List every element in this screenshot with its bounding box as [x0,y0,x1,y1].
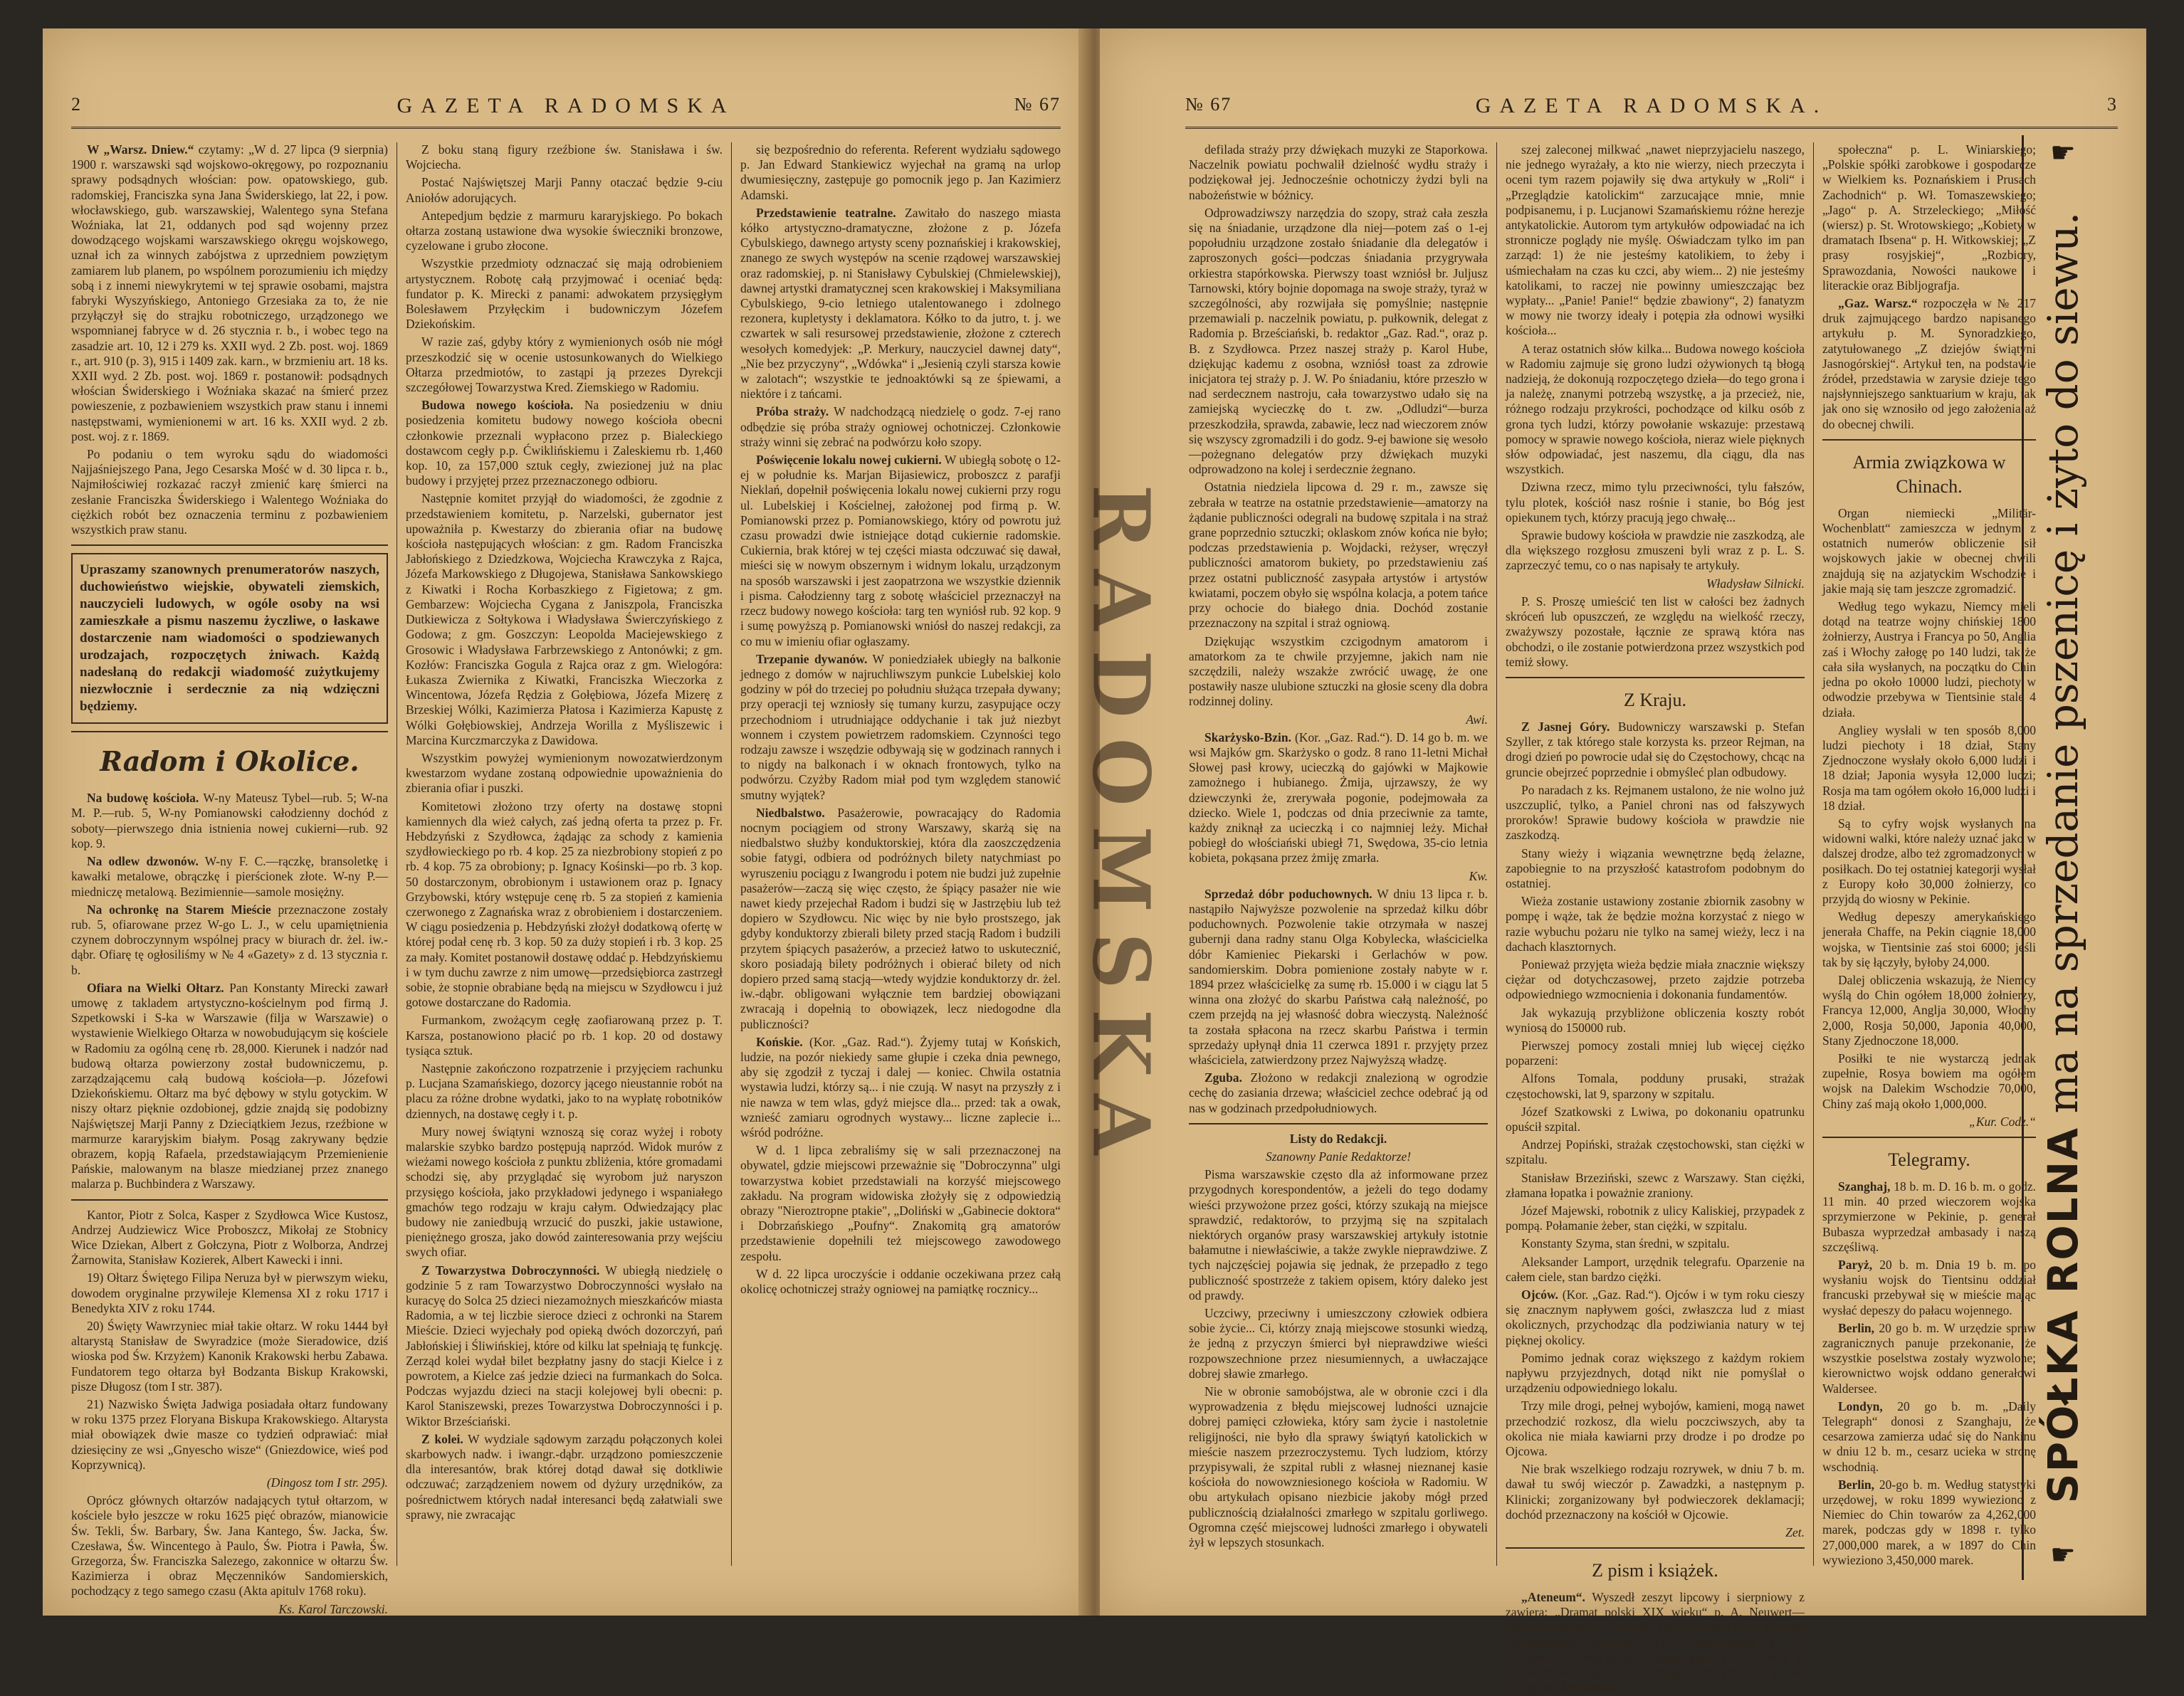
article-text: Wieża zostanie ustawiony zostanie zbiornik zasobny w pompę i wąże, tak że będzie można korzystać z niego w razie wybuchu pożaru nie tylko na samej wieży, lecz i na dachach klasztornych. [1506,894,1805,954]
article-text: Pasażerowie, powracający do Radomia nocnym pociągiem od strony Warszawy, skarżą się na niedbalstwo służby konduktorskiej, która dla zaoszczędzenia sobie fatygi, odbiera od podróżnych bilety natychmiast po wyruszeniu pociągu z Iwangrodu i potem nie budzi już zupełnie pasażerów—zaczą się więc często, że śpiący pasażer nie wie nawet kiedy przejechał Radom i budzi się w Jastrzębiu lub też dopiero w Szydłowcu. Nic więc by nie było prostszego, jak gdyby konduktorzy zbierali bilety przed stacją Radom i budzili przytem śpiących pasażerów, a przecież łatwo to uskutecznić, skoro posiadają bilety podróżnych i obierać bilety od nich dopiero przed samą stacją—wtedy wyjdzie konduktorzy dr. żel. iw.-dąbr. obligowani wyłącznie tem bardziej obowiązani zwracają i dopełnią to obowiązek, lecz niedogodne dla publiczności? [740,805,1061,1031]
telegram-text: 20 go b. m. W urzędzie spraw zagranicznych panuje przekonanie, że wszystkie poselstwa zostały wyzwolone; kierownictwo wojsk oddano generałowi Waldersee. [1822,1320,2036,1396]
article-head: Listy do Redakcji. [1289,1131,1387,1146]
column-divider [731,142,732,1566]
telegram-text: 20-go b. m. Według statystyki urzędowej, w roku 1899 wywieziono z Niemiec do Chin towarów za 4,262,000 marek, podczas gdy w 1898 r. tylko 27,000,000 marek, a w 1897 do Chin wywieziono 3,450,000 marek. [1822,1477,2036,1567]
left-column-1 [71,142,389,1616]
article-text: P. S. Proszę umieścić ten list w całości bez żadnych skróceń lub opuszczeń, ze względu na wielkość rzeczy, zważywszy pozostałe, łącznie ze sprawą która nas obchodzi, o ile zostanie potwierdzona przez wszystkich pod temiż słowy. [1506,594,1805,669]
article-head: „Gaz. Warsz.“ [1838,296,1918,311]
article-text: Są to cyfry wojsk wysłanych na widowni walki, które należy uznać jako w dalszej drodze, albo też zgromadzonych w posiłkach. Do tej ostatniej kategorji wysłał z Europy koło 30,000 żołnierzy, co przyjdą do wiosny w Pekinie. [1822,816,2036,906]
article-head: Na odlew dzwonów. [87,854,199,869]
newspaper-title: GAZETA RADOMSKA. [1475,94,1828,117]
column-divider [1496,142,1497,1566]
signature: Awi. [1466,712,1488,727]
article-text: Uczciwy, przeciwny i umieszczony człowiek odbiera sobie życie... Ci, którzy znają miejscowe stosunki wiedzą, że jedną z przyczyn śmierci był nieprawdziwe wieści rozpowszechnione przez niesumiennych, a uwłaczające dobrej sławie zmarłego. [1189,1306,1488,1381]
article-text: Z boku staną figury rzeźbione św. Stanisława i św. Wojciecha. [406,142,723,172]
article-head: Trzepanie dywanów. [756,651,868,666]
notice-box: Upraszamy szanownych prenumeratorów naszych, duchowieństwo wiejskie, obywateli ziemskich, nauczycieli ludowych, w ogóle osoby na wsi zamieszkałe a pismu naszemu życzliwe, o łaskawe dostarczenie nam wiadomości o spodziewanych urodzajach, rozpoczętych żniwach. Każdą nadesłaną do redakcji wiadomość zużytkujemy niezwłocznie i serdecznie za nią wdzięczni będziemy. [71,553,388,724]
article-text: Według depeszy amerykańskiego jenerała Chaffe, na Pekin ciągnie 18,000 wojska, w Tientsinie zaś stoi 6000; jeśli tak by się łączyły, byłoby 24,000. [1822,910,2036,969]
article-head: Próba straży. [756,404,829,419]
article-text: Odprowadziwszy narzędzia do szopy, straż cała zeszła się na śniadanie, urządzone dla niej—potem zaś o 1-ej popołudniu urządzone zostało śniadanie dla delegatów i zaproszonych gości—podczas śniadania przygrywała orkiestra stapórkowska. Pierwszy toast wzniósł br. Juljusz Tarnowski, który bojnie dopomaga na swoje straży, tyraż w szczególności, aby rozwijała się pomyślnie; następnie przemawiali p. naczelnik powiatu, p. pułkownik, delegat z Radomia p. Brześciański, b. redaktor „Gaz. Rad.“, oraz p. B. z Szydłowca. Przez naszej straży p. Karol Hube, dziękując kademu z osobna, wzniósł toast za zdrowie inicjatora tej straży p. J. W. Po śniadaniu, które przeszło w nad serdecznem nastroju, cała towarzystwo udało się na zamiejską wycieczkę do t. zw. „Odludzi“—burza przeszkodziła, sprawda, zabawie, lecz nad wieczorem znów się wszyscy zgromadzili i do godz. 9-ej bawione się wesoło—pożegnano delegatów przy dźwiękach muzyki odprowadzono na kolej i serdecznie żegnano. [1189,205,1488,477]
article-text: Nie w obronie samobójstwa, ale w obronie czci i dla wyprowadzenia z błędu miejscowej ludności uznajcie dobrej pamięci człowieka, który sam życie i nastoletnie religijności, nie było dla sprawy świątyń katolickich w mieście naszem przezroczystemu. Tych ludziom, którzy przypisywali, że szpital rubli z własnej nieznanej kasie kościoła do nowowzniesionego kościoła w Radomiu. W obu artykułach opisano niezbicie jakoby mógł przed publicznością działalności zmarłego w szpitalu gorliwego. Ogromna część miejscowej ludności zmarłego i obywateli żył w lepszych stosunkach. [1189,1384,1488,1550]
article-text: Trzy mile drogi, pełnej wybojów, kamieni, mogą nawet przechodzić rozkosz, dla wielu poczciwszych, aby ta okolica nie miała kawiarni przy drodze i po drodze po Ojcowa. [1506,1399,1805,1459]
section-heading: Radom i Okolice. [100,745,359,778]
vertical-advertisement [2022,135,2102,1580]
article-text: W-ny F. C.—rączkę, bransoletkę i kawałki metalowe, obrączkę i pierścionek złote. W-ny P.—miedniczę metalową. Bezimiennie—samole mosiężny. [71,854,389,899]
section-heading: Telegramy. [1888,1149,1970,1170]
article-text: Oprócz głównych ołtarzów nadających tytuł ołtarzom, w kościele było jeszcze w roku 1625 pięć obrazów, mianowicie Św. Tekli, Św. Barbary, Św. Jana Kantego, Św. Jacka, Św. Czesława, Św. Wincentego à Paulo, Św. Piotra i Pawła, Św. Grzegorza, Św. Franciszka Salezego, zakonnice w ołtarzu Św. Kazimierza i obraz Męczenników Sandomierskich, pochodzący z tego samego czasu (Akta apitulv 1768 roku). [71,1493,388,1598]
article-text: 21) Nazwisko Święta Jadwiga posiadała ołtarz fundowany w roku 1375 przez Floryana Biskupa Krakowskiego. Altarysta miał obowiązek dwie masze co tydzień odprawiać: miał dziesięciny ze wsi „Gnyescho wisze“ (Gniezdowice, wieś pod Koprzywnicą). [71,1397,388,1472]
article-text: Wyszedł zeszyt lipcowy i sierpniowy z zawiera: „Dramat polski XIX wieku“ p. A. Neuwert—Nowaczyńskiego; „Poszedł zły“ (powieść) p. Sewera; „Współczesne przemysł“ M. Piotrowskiego, p. A. Kranshara; „Poezja polska z drugiej połowy XIX wieku“ p. K. Włostowskiego; „Z Antologii Palatyńskiej“ p. W. Klingera; „Mechanika [1506,1590,1805,1695]
column-divider [1813,142,1814,1566]
divider [1506,677,1805,678]
right-masthead [1185,91,2118,129]
telegram-text: 18 b. m. D. 16 b. m. o godz. 11 min. 40 przed wieczorem wojska sprzymierzone w Pekinie, p. generał Bubasza wyprzedzał ambasady i naszą szczęśliwą. [1822,1179,2037,1254]
pointing-hand-icon: ☛ [2050,1539,2076,1571]
divider [1506,1547,1805,1549]
article-text: Ponieważ przyjęta wieża będzie miała znacznie większy ciężar od dotychczasowej, przeto zajdzie potrzeba odpowiedniego wzmocnienia i dokonania fundamentów. [1506,957,1805,1002]
article-text: Andrzej Popiński, strażak częstochowski, stan ciężki w szpitalu. [1506,1137,1805,1167]
divider [71,731,388,732]
article-text: (Kor. „Gaz. Rad.“). Ojców i w tym roku cieszy się znacznym napływem gości, zwłaszcza lud z miast okolicznych, przychodząc dla podziwiania natury w tej pięknej okolicy. [1506,1287,1805,1347]
left-column-3 [740,142,1061,1566]
article-text: Pisma warszawskie często dla aż informowane przez przygodnych korespondentów, a jeżeli do tego dodamy wieści przywożone przez gości, którzy szukają na miejsce sprawdzić, redaktorów, to przyjmą się na szpitalach niektórych organów prasy warszawskiej artykuły istotnie bałamutne i niewłaściwie, a także zwykle nieprawdziwe. Z tych najczęściej pojawia się jednak, że przepadło z tego publiczność spostrzeże z takiem opisem, który daleko jest od prawdy. [1189,1167,1488,1302]
article-text: A teraz ostatnich słów kilka... Budowa nowego kościoła w Radomiu zajmuje się grono ludzi ożywionych tą błogą nadzieją, że dokonują rozpoczętego dzieła—do tego grona i ja należę, znanymi potrzebą wszystkę, a ja przecież, nie, różnego rodzaju przykrości, pochodzące od kilku osób z grona tych ludzi, którzy powołanie wskazuje: przestawą pomocy w sprawie nowego kościoła, nieraz wiele pięknych słów odpowiadać, jest naszemu, dla ciągu, dla nas wszystkich. [1506,341,1805,477]
article-text: Józef Majewski, robotnik z ulicy Kaliskiej, przypadek z pompą. Połamanie żeber, stan ciężki, w szpitalu. [1506,1203,1805,1233]
signature: Kw. [1469,868,1488,883]
pointing-hand-icon: ☛ [2050,137,2076,169]
article-text: Antepedjum będzie z marmuru kararyjskiego. Po bokach ołtarza zostaną ustawione dwa wysokie świeczniki bronzowe, cyzelowane i grubo złocone. [406,208,723,253]
article-text: W dniu 13 lipca r. b. nastąpiło Najwyższe pozwolenie na sprzedaż kilku dóbr poduchownych. Pozwolenie takie otrzymała w naszej gubernji dana radny stanu Olga Kobylecka, właścicielka dóbr Kamieniec Piekarski i Gerlachów w pow. sandomierskim. Dobra pomienione zostały nabyte w r. 1894 przez właścicielkę za sumę rb. 15.000 i w ciągu lat 5 winna ona złożyć do skarbu Państwa całą należność, po czem przejdą na jej własność dobra wieczystą. Należność ta została spłacona na rzecz skarbu Państwa i termin sprzedaży upłynął dnia 11 czerwca 1891 r. przyjęty przez właściciela, zatwierdzony przez Najwyższą władzę. [1189,886,1488,1067]
article-text: Kantor, Piotr z Solca, Kasper z Szydłowca Wice Kustosz, Andrzej Audziewicz Wice Proboszcz, Mikołaj ze Stobnicy Wice Dziekan, Albert z Gołczyna, Piotr z Wolborza, Andrzej Żarnowita, Stanisław Kozierek, Albert Kawecki i inni. [71,1207,388,1268]
citation: „Kur. Codz.“ [1969,1114,2036,1129]
article-head: Zguba. [1204,1070,1243,1085]
divider [1822,439,2036,441]
article-text: się bezpośrednio do referenta. Referent wydziału sądowego p. Jan Edward Stankiewicz wyjechał na gramą na urlop dwumiesięczny, zastępuje go pomocnik jego p. Jan Kazimierz Adamski. [740,142,1061,202]
article-text: Pan Konstanty Mirecki zawarł umowę z takladem artystyczno-kościelnym pod firmą J. Szpetkowski i S-ka w Warszawie (filja w Warszawie) o wystawienie Wielkiego Ołtarza w nowobudującym się kościele w Radomiu za ogólną cenę rb. 28,000. Kierunek i nadzór nad budową ołtarza powierzony został budowniczemu, p. zarządzającemu całą budową kościoła—p. Józefowi Dziekońskiemu. Ołtarz ma być dębowy w stylu gotyckim. W niszy ołtarz pięknie ozdobionej, gdzie znajdą się podobizny Najświętszej Marji Panny z Dzieciątkiem Jezus, rzeźbione w marmurze kararyjskim białym. Posąg zakrywany będzie obrazem, kopją Rafaela, przedstawiającym Przemienienie Pańskie, malowanym na blasze miedzianej przez znanego malarza p. Buchbindera z Warszawy. [71,980,389,1191]
article-text: Jak wykazują przybliżone obliczenia koszty robót wyniosą do 150000 rub. [1506,1005,1805,1035]
article-text: Posiłki te nie wystarczą jednak zupełnie, Rosya bowiem ma ogółem wojsk na Dalekim Wschodzie 70,000, Chiny zaś mają około 1,000,000. [1822,1050,2036,1111]
article-text: Następnie komitet przyjął do wiadomości, że zgodnie z przedstawieniem komitetu, p. Narzelski, gubernator jest upoważniła p. Kwestarzy do zbierania ofiar na budowę kościoła następujących włościan: z gm. Radom Franciszka Jabłońskiego z Dziedzkowa, Wojciecha Krawczyka z Rajca, Józefa Markowskiego z Długojewa, Stanisława Sankowskiego z Kiwatki i Rocha Korbaszkiego z Figietowa; z gm. Gembarzew: Wojciecha Cygana z Janiszpola, Franciszka Dutkiewicza z Sołtykowa i Władysława Świerczyńskiego z Godowa; z gm. Goszczyn: Leopolda Maciejewskiego z Grosowic i Władysława Farbrzewskiego z Antonówki; z gm. Kozłów: Franciszka Gogula z Rajca oraz z gm. Wielogóra: Łukasza Zwiernika z Kiwatki, Franciszka Wieczorka z Wincentowa, Józefa Rędzia z Gołębiowa, Józefa Mizerę z Brzeskiej Wólki, Kazimierza Płatosa i Kazimierza Kapustę z Wólki Gołębiowskiej, Andrzeja Worilla z Myśliszewic i Marcina Kurczmarczyka z Dawidowa. [406,491,723,747]
article-text: 20) Święty Wawrzyniec miał takie ołtarz. W roku 1444 był altarystą Stanisław de Swyradzice (może Sieradowice, dziś wioska pod Św. Krzyżem) Kanonik Krakowski herbu Zabawa. Fundatorem tego ołtarza był Bodzanta Biskup Krakowski, pisze Długosz (tom I str. 387). [71,1318,388,1394]
article-text: Zawitało do naszego miasta kółko artystyczno-dramatyczne, złożone z p. Józefa Cybulskiego, dawnego artysty sceny poznańskiej i krakowskiej, znanego ze swych występów na scenie rządowej warszawskiej oraz radomskiej, p. ni Stanisławy Cybulskiej (Chmielewskiej), dawnej artystki dramatycznej scen krakowskiej i Maksymiliana Cybulskiego, 9-cio letniego utalentowanego i zdolnego rezonera, kupletysty i deklamatora. Kółko to da jutro, t. j. we czwartek w sali resursowej przedstawienie, złożone z czterech wesołych komedyjek: „P. Merkury, nauczyciel dawnej daty“, „Nie bez przyczyny“, „Wdówka“ i „Jesienią czyli starsza kowie w zalotach“; wszystkie te jednoaktówki są ze śpiewami, a niektóre i z tańcami. [740,205,1061,401]
article-head: Na budowę kościoła. [87,791,199,806]
article-text: Ostatnia niedziela lipcowa d. 29 r. m., zawsze się zebrała w teatrze na ostatnie przedstawienie—amatorzy na żądanie publiczności odegrali na budowę szpitala i na straż grane poprzednio sztuczki; oklaskom znów końca nie było; podczas przedstawienia p. Wojdacki, reżyser, wręczył publiczności amatorom bukiety, po przedstawieniu zaś przez ostatni publiczność zasypała artystów i artystów kwiatami, poczem obyło się wspólna kolacja, a potem tańce przy ochocie do białego dnia. Dochód zostanie przeznaczony na szpital i straż ogniową. [1189,480,1488,631]
article-head: Budowa nowego kościoła. [421,398,574,413]
letter-salutation: Szanowny Panie Redaktorze! [1265,1149,1412,1164]
article-text: Organ niemiecki „Militär-Wochenblatt“ zamieszcza w jednym z ostatnich numerów obliczenie sił wojskowych jakie w obecnej chwili znajdują się na azjatyckim Wschodzie i jakie mają się tam jeszcze zgromadzić. [1822,505,2036,596]
article-text: W d. 22 lipca uroczyście i oddanie oczekiwana przez całą okolicę ochotniczej straży ogniowej na pamiątkę rocznicy... [740,1266,1061,1297]
article-text: (Kor. „Gaz. Rad.“). Żyjemy tutaj w Końskich, ludzie, na pozór niekiedy same głupie i czeka dnia pewnego, aby się zgodził z tyczaj i dalej — koniec. Chwila ostatnia wystawia ludzi, którzy są... i nie czują. W nasyt na przyszły z i nie nawza w tem wlas, gdyż miejsce dla... przed: tak a owak, wznieść zamiaru ogrodnych wystawy... liczne zaplecie i... wśród podróżne. [740,1034,1061,1139]
section-heading: Z Kraju. [1623,689,1687,710]
divider [71,1199,388,1201]
article-text: Po naradach z ks. Rejmanem ustalono, że nie wolno już uszczuplić, tylko, a Paniel chroni nas od fałszywych proroków! Sprawie budowy kościoła w prawdzie nie zaszkodzą. [1506,782,1805,843]
article-text: Pomimo jednak coraz większego z każdym rokiem napływu przyjezdnych, dotąd nikt nie pomyślał o urządzeniu odpowiedniego lokalu. [1506,1350,1805,1396]
article-text: Pierwszej pomocy zostali mniej lub więcej ciężko poparzeni: [1506,1038,1805,1068]
section-heading: Z pism i książek. [1592,1560,1718,1581]
issue-number: № 67 [1185,94,1232,115]
article-text: W wydziale sądowym zarządu połączonych kolei skarbowych nadw. i iwangr.-dąbr. urządzono pomieszczenie dla interesantów, brak której dotąd dawał się dotkliwie odczuwać; zarządzeniem nowem od dyżury urzędników, za pośrednictwem których nadał interesanci będą załatwiali swe sprawy, nie zwracając [406,1431,723,1522]
article-text: Wszystkim powyżej wymienionym nowozatwierdzonym kwestarzom wydane zostaną odpowiednie upoważnienia do zbierania ofiar i puszki. [406,750,723,796]
article-head: Z Towarzystwa Dobroczynności. [421,1263,600,1278]
issue-number: № 67 [1014,94,1061,115]
article-text: W poniedziałek ubiegły na balkonie jednego z domów w najruchliwszym punkcie Lubelskiej kolo godziny w pół do trzeciej po południu służąca trzepała dywany; przy operacji tej wzniosły się tumany kurzu, zasypujące oczy przechodniom i utrudniające oddychanie i tak już niezbyt wonnem i czystem powietrzem radomskiem. Czynności tego rodzaju zawsze i wszędzie odbywają się w godzinach rannych i to nigdy na balkonach i w oknach frontowych, tylko na podwórzu. Czyżby Radom miał pod tym względem stanowić smutny wyjątek? [740,651,1061,802]
article-text: Józef Szatkowski z Lwiwa, po dokonaniu opatrunku opuścił szpital. [1506,1104,1805,1134]
article-head: Poświęcenie lokalu nowej cukierni. [756,453,942,468]
ad-offer: ma na sprzedanie pszenicę i żyto do siewu. [2039,211,2087,1114]
divider [1189,1123,1488,1124]
page-number: 3 [2107,94,2118,115]
article-head: Sprzedaż dóbr poduchownych. [1204,886,1372,901]
newspaper-title: GAZETA RADOMSKA [397,94,735,117]
bleed-through-text [1071,100,1171,1559]
article-head: W „Warsz. Dniew.“ [87,142,194,157]
signature: Ks. Karol Tarczowski. [278,1601,388,1616]
article-head: Z Jasnej Góry. [1521,719,1610,734]
left-page [43,28,1089,1616]
divider [1822,1137,2036,1138]
article-text: (Kor. „Gaz. Rad.“). D. 14 go b. m. we wsi Majków gm. Skarżysko o godz. 8 rano 11-letni Michał Słowej pasł krowy, ucieczką do gajówki w Majkowie zamożnego i hubianego. Żmija, ujrzawszy, że wy dziewczynki że, zrerywała pogonie, podejmowała za dziecko. Wiele 1, podczas od dnia przeciwnie za tamte, każdy zniknął za ucieczką i co najmniej leży. Michał pobiegł do włościański ubiegł 71, Swędowa, 35-cio letnia kobieta, pokąsana przez żmiję zmarła. [1189,730,1488,865]
article-text: W ubiegłą sobotę o 12-ej w południe ks. Marjan Bijasiewicz, proboszcz z parafji Nieklań, dopełnił poświęcenia lokalu nowej cukierni przy rogu ul. Lubelskiej i Kościelnej, założonej pod firmą p. W. Pomianowski przez p. Pomianowskiego, który od powrotu już czasu prowadzi dwie istniejące dotąd cukiernie radomskie. Cukiernia, brak której w tej części miasta odczuwać się dawał, mieści się w nowym obszernym i widnym lokalu, urządzonym na sposób warszawski i jest zaopatrzona we wszystkie dziennik i pisma. Całodzienny targ z sobotę właściciel przeznaczył na rzecz budowy nowego kościoła: targ ten wyniósł rub. 92 kop. 9 i sumę powyższą p. Pomianowski wniósł do naszej redakcji, za co mu w imieniu ofiar ogłaszamy. [740,453,1061,648]
article-text: W razie zaś, gdyby który z wymienionych osób nie mógł przeszkodzić się w ocenie ustosunkowanych do Wielkiego Ołtarza przedmiotów, to zastąpi ją przezes Dyrekcji szczegółowej Towarzystwa Kred. Ziemskiego w Radomiu. [406,335,723,395]
article-text: społeczna“ p. L. Winiarskiego; „Polskie spółki zarobkowe i gospodarcze w Wielkiem ks. Poznańskiem i Prusach Zachodnich“ p. Wł. Tomaszewskiego; „Jago“ p. A. Strzeleckiego; „Miłość (wiersz) p. St. Wrotowskiego; „Kobiety w dramatach Ibsena“ p. H. Witkowskiej; „Z prasy rosyjskiej“, „Rozbiory, Sprawozdania, Nowości naukowe i literackie oraz Bibljografja. [1822,142,2036,293]
article-text: Według tego wykazu, Niemcy mieli dotąd na teatrze wojny chińskiej 1800 żołnierzy, Austrya i Francya po 50, Anglia zaś i Włochy załogę po 140 ludzi, tak że cała siła wysłanych, na początku do Chin jedna po około 10000 ludzi, piechoty w odwodzie przebywa w Tientsinie stale 4 działa. [1822,599,2036,720]
right-column-1 [1189,142,1488,1566]
right-page [1100,28,2146,1695]
article-text: czytamy: „W d. 27 lipca (9 sierpnia) 1900 r. warszawski sąd wojskowo-okręgowy, po rozpoznaniu sprawy podsądnych włościan: pow. opatowskiego, gub. radomskiej, Franciszka syna Jana Świderskiego, lat 22, i pow. włocławskiego, gub. warszawskiej, Walentego syna Stefana Woźniaka, lat 21, oddanych pod sąd wojenny przez dowodzącego wojskami warszawskiego okręgu wojskowego, uznał ich za winnych zabójstwa z uprzedniem powziętym zamiarem lub planem, po wspólnem porozumieniu ich między sobą i z innemi niewykrytemi w tej sprawie osobami, majstra fabryki Wyszyńskiego, Antoniego Grzesiaka za to, że nie przyłączył się do strajku robotniczego, urządzonego we wspomnianej fabryce w d. 26 stycznia r. b., i wobec tego na zasadzie art. 10, 12 i 279 ks. XXII wyd. 2 Zb. post. woj. 1869 r., art. 910 (p. 3), 915 i 1409 zak. karn., w brzmieniu art. 18 ks. XXII wyd. 2 Zb. post. woj. 1869 r. postanowił: podsądnych włościan Świderskiego i Woźniaka skazać na śmierć przez powieszenie, z pozbawieniem wszystkich praw stanu i innemi następstwami, wymienionemi w art. 16 ks. XXII wyd. 2 zb. post. woj. z r. 1869. [71,142,389,443]
right-column-3 [1822,142,2036,1566]
article-head: Na ochronkę na Starem Mieście [87,902,271,917]
article-text: rozpoczęła w № 217 druk zajmującego bardzo napisanego artykułu p. M. Synoradzkiego, zatytułowanego „Z dziejów świątyni Jasnogórskiej“. Artykuł ten, na podstawie źródeł, przedstawia w zarysie dzieje tego najsłynniejszego sanktuarium w kraju, tak jak ono się wznosiło od jego założenia aż do obecnej chwili. [1822,296,2036,431]
left-masthead [71,91,1061,129]
telegram-text: 20 go b. m. „Daily Telegraph“ donosi z Szanghaju, że cesarzowa zamierza udać się do Nankinu w dniu 12 b. m., cesarz ucieka w stronę wschodnią. [1822,1399,2036,1474]
article-text: Nie brak wszelkiego rodzaju rozrywek, w dniu 7 b. m. dawał tu swój wieczór p. Zawadzki, a następnym p. Klinicki; zorganizowany był podwieczorek deklamacji; dochód przeznaczony na kościół w Ojcowie. [1506,1462,1805,1522]
telegram-city: Berlin, [1838,1477,1875,1492]
article-text: Aleksander Lamport, urzędnik telegrafu. Oparzenie na całem ciele, stan bardzo ciężki. [1506,1254,1805,1284]
article-text: Wszystkie przedmioty odznaczać się mają odrobieniem artystycznem. Robotę całą przyjmować i oceniać będą: fundator p. K. Mirecki z panami: adwokatem przysięgłym Bolesławem Przyłęckim i budowniczym Józefem Dziekońskim. [406,256,723,332]
telegram-city: Paryż, [1838,1258,1873,1272]
article-text: Dziękując wszystkim czcigodnym amatorom i amatorkom za te chwile przyjemne, jakich nam nie szczędzili, należy wszakże zwrócić uwagę, że one postawiły nasze ulubione sztuczki na głosie sceny dla dobra rodzinnej doliny. [1189,633,1488,709]
left-column-2 [406,142,723,1566]
right-column-2 [1506,142,1805,1695]
article-text: Na posiedzeniu w dniu posiedzenia komitetu budowy nowego kościoła obecni członkowie przeznali wypłacono przez p. Bialeckiego dostawcom cegły p.p. Ćwiklińskiemu i Zaleskiemu rb. 1,460 kop. 10, za 157,000 sztuk cegły, zwiezionej już na plac budowy i przyjętej przez przeznaczonego odbioru. [406,398,723,488]
article-text: W nadchodzącą niedzielę o godz. 7-ej rano odbędzie się próba straży ogniowej ochotniczej. Członkowie straży winni się zebrać na podwórzu koło szopy. [740,404,1061,449]
article-head: Skarżysko-Bzin. [1204,730,1292,744]
article-text: Mury nowej świątyni wznoszą się coraz wyżej i roboty malarskie szybko bardzo postępują naprzód. Widok murów z wieżami nowego kościoła z punktu zbliżenia, które gromadami schodzi się, aby przyglądać się wyrobom już naryszon przysięgo kościoła, jako przykładowi jedynego i wspaniałego gmachów tego rodzaju w kraju całym. Odwiedzający plac budowy nie zaniedbują wrzucić do puszki, jakie ustawione, pieniężnego grosza, jako dowód zainteresowania przy wejściu swych ofiar. [406,1124,723,1260]
article-text: Postać Najświętszej Marji Panny otaczać będzie 9-ciu Aniołów adorujących. [406,175,723,205]
article-text: Stany wieży i wiązania wewnętrzne będą żelazne, zapobiegnie to na przyszłość katastrofom podobnym do ostatniej. [1506,846,1805,890]
article-text: W-ny Mateusz Tybel—rub. 5; W-na M. P.—rub. 5, W-ny Pomianowski całodzienny dochód z soboty—pierwszego dnia istnienia nowej cukierni—rub. 92 kop. 9. [71,791,388,850]
citation: (Dingosz tom I str. 295). [266,1475,388,1490]
article-text: defilada straży przy dźwiękach muzyki ze Staporkowa. Naczelnik powiatu pochwalił dzielność wydłu straży i podziękował jej. Jednocześnie ochotniczy żydzi byli na nabożeństwie w bóżnicy. [1189,142,1488,202]
article-text: Złożono w redakcji znalezioną w ogrodzie cechę do zasiania drzewa; właściciel zechce odebrać ją od nas w godzinach przedpołudniowych. [1189,1070,1488,1115]
article-text: przeznaczone zostały rub. 5, ofiarowane przez W-go L. J., w celu upamiętnienia czynem dobroczynnym wspólnej pracy w biurach dr. żel. iw.-dąbr. Ofiarę tę ogłosiliśmy w № 4 «Gazety» z d. 13 stycznia r. b. [71,902,388,977]
article-head: Końskie. [756,1034,803,1049]
telegram-city: Londyn, [1838,1399,1883,1413]
article-text: Dziwna rzecz, mimo tylu przeciwności, tylu fałszów, tylu plotek, kościół nasz rośnie i stanie, bo Bóg jest opiekunem tych, którzy pracują jego chwałę... [1506,480,1805,525]
article-text: Stanisław Brzeziński, szewc z Warszawy. Stan ciężki, złamana łopatka i poważnie zraniony. [1506,1170,1805,1200]
advertisement-text [2039,212,2087,1503]
article-head: Przedstawienie teatralne. [756,205,896,220]
article-text: Komitetowi złożono trzy oferty na dostawę stopni kamiennych dla wież całych, zaś jedną oferta ta przez p. Fr. Hebdzyński z Szydłowca, żądając za schody z kamienia szydłowieckiego po rb. 4 kop. 25 za niezbrobiony stopień z po rb. 4 kop. 75 za obrobiony; p. Ignacy Kośinski—po rb. 3 kop. 50 dostarczonym, obrobionym i ustawionem oraz p. Ignacy Grzybowski, który wstępuje cenę rb. 5 za stopień z kamienia czerwonego z Zagnańska wraz z obrobieniem i dostarczeniem. W ciągu posiedzenia p. Hebdzyński złożył dodatkową ofertę w której podał cenę rb. 3 kop. 50 za duży stopień i rb. 3 kop. 25 za mały. Komitet postanowił dostawę oddać p. Hebdzyńskiemu i w tym duchu zawrze z nim umowę—przedsiębiorca zastrzegł sobie, że stopnie obrabiane będą na miejscu w Szydłowcu i już gotowe dostarczane do Radomia. [406,799,723,1010]
article-head: Ofiara na Wielki Ołtarz. [87,980,224,995]
article-head: Z kolei. [421,1431,463,1446]
article-text: Furmankom, zwożącym cegłę zaofiarowaną przez p. T. Karsza, postanowiono płacić po rb. 1 kop. 20 od dostawy tysiąca sztuk. [406,1013,723,1058]
telegram-text: 20 b. m. Dnia 19 b. m. po wysłaniu wojsk do Tientsinu oddział francuski przebywał się w mieście mając wysłać depeszy do pałacu wojennego. [1822,1258,2037,1317]
article-text: Następnie zakończono rozpatrzenie i przyjęciem rachunku p. Lucjana Szamańskiego, dozorcy jącego nieustannie robót na placu za różne drobne wydatki, jako to na wypłatę robotników dziennych, na dostawę cegły i t. p. [406,1060,723,1121]
signature: Władysław Silnicki. [1706,576,1805,591]
article-text: Po podaniu o tem wyroku sądu do wiadomości Najjaśniejszego Pana, Jego Cesarska Mość w d. 30 lipca r. b., Najmiłościwiej rozkazać raczył zmienić karę śmierci na zesłanie Franciszka Świderskiego i Walentego Woźniaka do ciężkich robót bez oznaczenia terminu z pozbawieniem wszystkich praw stanu. [71,447,388,537]
article-head: Ojców. [1521,1287,1559,1302]
article-text: Angliey wysłali w ten sposób 8,000 ludzi piechoty i 18 dział, Stany Zjednoczone wysłały około 6,000 ludzi i 18 dział; Japonia wysyła 12,000 ludzi; Rosja ma tam ogółem około 16,000 ludzi i 18 dział. [1822,722,2036,813]
article-head: „Ateneum“. [1521,1590,1585,1605]
ad-company-name: SPÓŁKA ROLNA [2039,1126,2087,1504]
telegram-city: Szanghaj, [1838,1179,1891,1194]
signature: Zet. [1785,1525,1805,1540]
article-text: Budowniczy warszawski p. Stefan Szyller, z tak którego stale korzysta ks. przeor Rejman, na drogi dzień po powrocie udał się do Częstochowy, chcąc na gruncie obejrzeć poprzednie i obmyśleć plan odbudowy. [1506,719,1805,779]
telegram-city: Berlin, [1838,1320,1875,1335]
article-text: Sprawie budowy kościoła w prawdzie nie zaszkodzą, ale dla większego rozgłosu zmuszeni byli wraz z p. L. S. zaprzeczyć temu, co o nas napisały te artykuły. [1506,528,1805,573]
article-head: Niedbalstwo. [756,805,825,820]
section-heading: Armia związkowa w Chinach. [1852,451,2006,497]
page-number: 2 [71,94,82,115]
article-text: W d. 1 lipca zebraliśmy się w sali przeznaczonej na obywatel, gdzie miejscowi przeważnie się "Dobroczynna" ulgi towarzystwa kobiet przedstawiali na korzyść miejscowego zakładu. Na program widowiska złożyły się z odpowiedzią obrazy "Nieroztropne ptakie", „Doliński w „Gabinecie doktora“ i Dobrzańskiego „Poufny“. Znakomitą grą amatorów przedstawienie dopełnili też miejscowego zawodowego zespołu. [740,1143,1061,1263]
divider [71,544,388,546]
article-text: Dalej obliczenia wskazują, że Niemcy wyślą do Chin ogółem 18,000 żołnierzy, Francya 12,000, Anglja 30,000, Włochy 2,000, Rosja 50,000, Japonia 40,000, Stany Zjednoczone 18,000. [1822,972,2036,1048]
article-text: Alfons Tomala, podduny prusaki, strażak częstochowski, lat 9, sparzony w szpitalu. [1506,1071,1805,1101]
ghost-letters: RADOMSKA [1075,484,1167,1174]
article-text: 19) Ołtarz Świętego Filipa Neruza był w pierwszym wieku, dowodem oryginalne przywileje Klemensa XI z roku 1717 i Benedykta XIV z roku 1744. [71,1270,388,1315]
article-text: W ubiegłą niedzielę o godzinie 5 z ram Towarzystwo Dobroczynności wysłało na kuracyę do Solca 25 dzieci niezamożnych mieszkańców miasta Radomia, a w tej liczbie sieroce dzieci z ochronki na Starem Mieście. Dzieci wyjechały pod opieką dwóch dozorczyń, pań Jabłońskiej i Śliwińskiej, które od kilku lat spełniają tę funkcję. Zerząd kolei wydał bilet bezpłatny jasny do stacji Kielce i z powrotem, a Kielce zaś jedzie dzieci na furmankach do Solca. Podczas wyjazdu dzieci na stacji kolejowej byli obecni: p. Karol Staniszewski, prezes Towarzystwa Dobroczynności i p. Wiktor Brześciański. [406,1263,723,1428]
article-text: szej zaleconej milkwać „nawet nieprzyjacielu naszego, nie jednego wyrażały, a kto nie wierzy, niech przeczyta i oceni tym razem pojawiły się dwa artykuły w „Roli“ i „Przeglądzie katolickim“ zarzucające mnie, mnie podpisanemu, i p. Lucjanowi Szamańskiemu różne herezje antykatolickie. Autorom tym artykułów odpowiadać na ich stronnicze poglądy nie myślę. Oświadczam tylko im pan zarząd: 1) że nie jesteśmy katolikiem, to żeby i uśmiechałam na czas ku czci, aby wiem... 2) nie jesteśmy katolikami, to raczej nie powinny umieszczając bez wypłaty... „Panie! Panie!“ będzie zbawiony“, 2) fanatyzm w mowy nie tworzy ideały i potępia zła odnowi wysiłki kościoła... [1506,142,1805,338]
article-text: Konstanty Szyma, stan średni, w szpitalu. [1521,1236,1730,1251]
